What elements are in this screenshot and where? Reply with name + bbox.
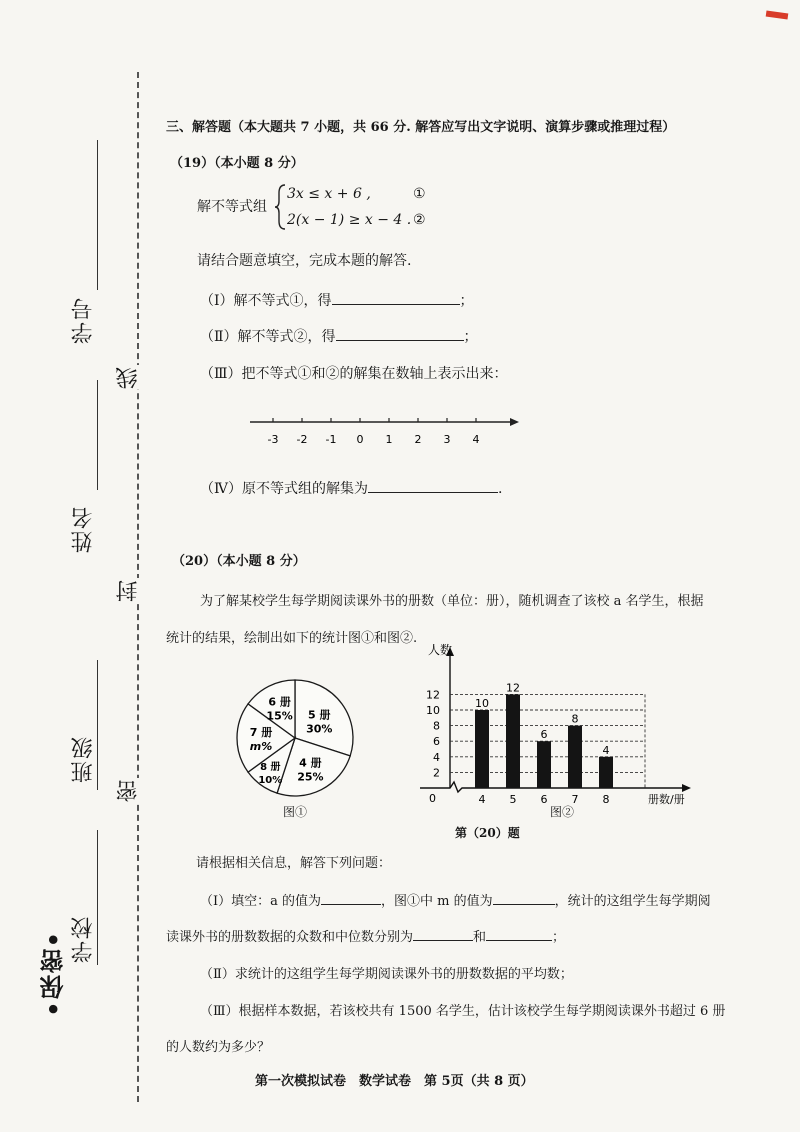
number-line-tick-label: 3 — [443, 433, 451, 446]
system-brace — [275, 183, 287, 231]
q20-blank-a[interactable] — [321, 890, 381, 905]
pie-chart — [225, 668, 365, 808]
q19-inequality-2: 2(x − 1) ≥ x − 4 . — [287, 212, 412, 228]
bar-origin-label: 0 — [429, 792, 436, 805]
bar — [537, 741, 551, 788]
q20-part1-a: （Ⅰ）填空：a 的值为 — [200, 894, 322, 909]
bar-y-tick-label: 4 — [433, 750, 440, 764]
q19-part2-text: （Ⅱ）解不等式②，得 — [200, 329, 336, 345]
bar — [599, 757, 613, 788]
seal-xian-label: 线 — [113, 365, 144, 389]
bar-x-tick-label: 4 — [478, 793, 486, 806]
q19-inequality-1: 3x ≤ x + 6 , — [287, 186, 371, 202]
pie-slice-label: 10% — [258, 775, 283, 786]
bar — [475, 710, 489, 788]
q19-part4-blank[interactable] — [368, 478, 498, 493]
q20-part1-e: 和 — [473, 930, 487, 945]
bar-x-axis-arrow — [682, 784, 691, 792]
pie-slice-category: 5 册 — [308, 708, 331, 722]
q19-part2 — [200, 326, 478, 346]
number-line-tick-label: -3 — [267, 433, 279, 446]
q19-instruction: 请结合题意填空，完成本题的解答. — [197, 253, 412, 269]
pie-slice-category: 6 册 — [268, 695, 291, 709]
corner-red-mark — [766, 10, 789, 19]
bar-x-tick-label: 5 — [509, 793, 517, 806]
name-line — [97, 380, 98, 490]
q19-part4 — [200, 478, 502, 498]
number-line-tick-label: 2 — [414, 433, 422, 446]
q19-part1-end: ； — [459, 293, 474, 309]
number-line — [245, 410, 525, 450]
pie-slice-category: 4 册 — [299, 756, 322, 770]
pie-slice-category: 7 册 — [249, 726, 273, 739]
q20-blank-median[interactable] — [486, 926, 552, 941]
q20-part1-f: ； — [552, 930, 566, 945]
school-label: 学校 — [71, 915, 96, 963]
q19-inequality-2-mark: ② — [413, 212, 426, 228]
q19-part3: （Ⅲ）把不等式①和②的解集在数轴上表示出来： — [200, 366, 508, 382]
bar-y-tick-label: 6 — [433, 735, 440, 749]
number-line-tick-label: 4 — [472, 433, 480, 446]
q20-part3-line1: （Ⅲ）根据样本数据，若该校共有 1500 名学生，估计该校学生每学期阅读课外书超过 6 册 — [200, 1004, 726, 1019]
seal-mi-label: 密 — [113, 778, 144, 802]
bar-chart — [420, 642, 710, 820]
q19-part1 — [200, 290, 474, 310]
q19-stem: 解不等式组 — [197, 199, 267, 215]
q20-part1-line1 — [200, 890, 711, 909]
bar-value-label: 8 — [571, 712, 579, 726]
fig2-caption: 图② — [550, 805, 575, 819]
seal-feng-label: 封 — [113, 578, 144, 602]
q20-part1-d: 读课外书的册数数据的众数和中位数分别为 — [166, 930, 414, 945]
section-heading: 三、解答题（本大题共 7 小题，共 66 分. 解答应写出文字说明、演算步骤或推理过程） — [166, 120, 676, 135]
fig1-caption: 图① — [283, 805, 308, 819]
bar — [568, 726, 582, 788]
q20-blank-mode[interactable] — [413, 926, 473, 941]
q20-instruction: 请根据相关信息，解答下列问题： — [196, 856, 392, 871]
bar-x-tick-label: 8 — [602, 793, 610, 806]
q20-part1-c: ，统计的这组学生每学期阅 — [554, 894, 711, 909]
bar-x-tick-label: 6 — [540, 793, 548, 806]
q20-number: （20）（本小题 8 分） — [172, 554, 306, 569]
figure-caption: 第（20）题 — [455, 826, 520, 840]
pie-slice-label: 15% — [266, 709, 293, 723]
q19-part2-end: ； — [463, 329, 478, 345]
bar-value-label: 4 — [602, 743, 610, 757]
q19-number: （19）（本小题 8 分） — [170, 156, 304, 171]
bar-y-tick-label: 10 — [426, 704, 440, 717]
pie-slice-label: 25% — [297, 770, 324, 784]
bar-y-tick-label: 8 — [433, 719, 440, 733]
pie-slice-category: 8 册 — [260, 762, 281, 773]
number-line-tick-label: 1 — [385, 433, 393, 446]
q19-part4-end: . — [498, 481, 503, 497]
number-line-tick-label: -1 — [325, 433, 337, 446]
q19-part4-text: （Ⅳ）原不等式组的解集为 — [200, 481, 368, 497]
q19-part1-blank[interactable] — [332, 290, 460, 305]
student-id-line — [97, 140, 98, 290]
q20-part1-b: ，图①中 m 的值为 — [381, 894, 493, 909]
bar — [506, 694, 520, 788]
bar-value-label: 10 — [475, 697, 489, 710]
number-line-tick-label: 0 — [356, 433, 364, 446]
q19-part1-text: （Ⅰ）解不等式①，得 — [200, 293, 332, 309]
student-id-label: 学号 — [71, 296, 96, 344]
q20-intro-line1: 为了解某校学生每学期阅读课外书的册数（单位：册），随机调查了该校 a 名学生，根据 — [200, 594, 704, 609]
q20-intro-line2: 统计的结果，绘制出如下的统计图①和图②. — [166, 631, 418, 646]
bar-y-tick-label: 2 — [433, 766, 440, 780]
bar-x-axis-label: 册数/册 — [648, 793, 685, 806]
name-label: 姓名 — [71, 505, 96, 553]
bar-value-label: 12 — [506, 681, 520, 695]
number-line-arrow — [510, 418, 519, 426]
bar-x-tick-label: 7 — [571, 793, 579, 806]
bar-value-label: 6 — [540, 728, 548, 742]
q19-part2-blank[interactable] — [336, 326, 464, 341]
confidential-label: •保密• — [40, 930, 68, 1017]
q20-blank-m[interactable] — [493, 890, 555, 905]
q20-part1-line2 — [166, 926, 565, 945]
bar-y-axis-label: 人数 — [428, 643, 453, 657]
pie-slice-label: m% — [249, 740, 273, 753]
number-line-tick-label: -2 — [296, 433, 308, 446]
q19-inequality-1-mark: ① — [413, 186, 426, 202]
q20-part2: （Ⅱ）求统计的这组学生每学期阅读课外书的册数数据的平均数； — [200, 967, 573, 982]
page-footer: 第一次模拟试卷 数学试卷 第 5页（共 8 页） — [255, 1074, 534, 1089]
pie-slice-label: 30% — [306, 722, 333, 736]
class-label: 班级 — [71, 735, 96, 783]
bar-y-tick-label: 12 — [426, 688, 440, 702]
q20-part3-line2: 的人数约为多少？ — [166, 1040, 271, 1055]
